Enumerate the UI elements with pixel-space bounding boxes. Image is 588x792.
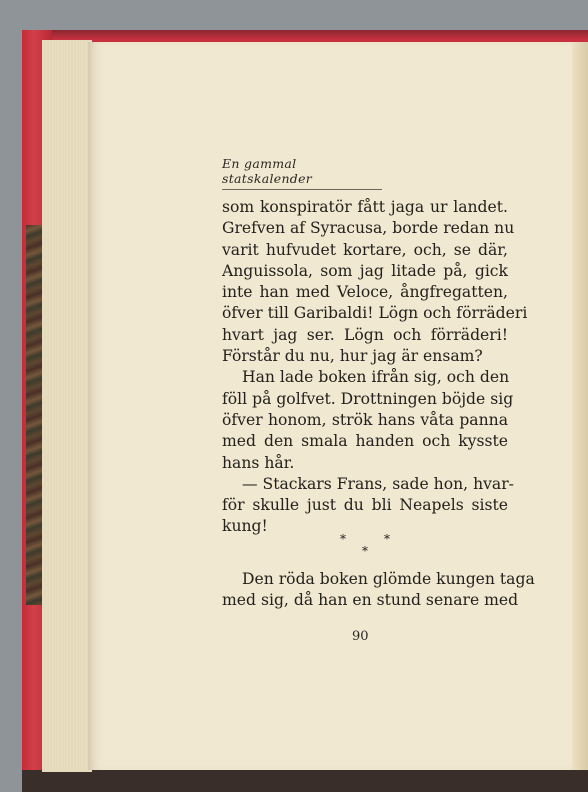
bottom-shadow [22,770,588,792]
section-break-asterism [338,532,408,562]
text-line: öfver honom, strök hans våta panna [222,410,508,429]
text-line: som konspiratör fått jaga ur landet. [222,198,508,216]
text-line: Förstår du nu, hur jag är ensam? [222,347,483,366]
text-line: för skulle just du bli Neapels siste [222,496,508,515]
text-line: varit hufvudet kortare, och, se där, [222,240,508,259]
page-right-edge [570,42,588,770]
page-number: 90 [352,629,369,644]
running-head: En gammal statskalender [222,156,382,190]
asterism-star: * [362,544,368,558]
cover-top-shadow [22,30,588,40]
text-line: inte han med Veloce, ångfregatten, [222,283,508,302]
text-line: — Stackars Frans, sade hon, hvar- [242,474,514,493]
text-line: Anguissola, som jag litade på, gick [222,261,508,280]
text-line: hans hår. [222,453,295,472]
text-line: öfver till Garibaldi! Lögn och förräderi [222,304,528,323]
text-line: Den röda boken glömde kungen taga [242,570,535,588]
body-text-bottom [222,569,535,612]
body-text-top [222,197,528,538]
text-line: hvart jag ser. Lögn och förräderi! [222,325,508,344]
text-line: Grefven af Syracusa, borde redan nu [222,219,515,238]
text-line: Han lade boken ifrån sig, och den [242,368,510,387]
text-line: med sig, då han en stund senare med [222,591,519,610]
page-stack-edges [42,40,92,772]
asterism-star: * [340,532,346,546]
text-line: med den smala handen och kysste [222,432,508,451]
asterism-star: * [384,532,390,546]
text-line: kung! [222,517,268,536]
text-line: föll på golfvet. Drottningen böjde sig [222,389,514,408]
